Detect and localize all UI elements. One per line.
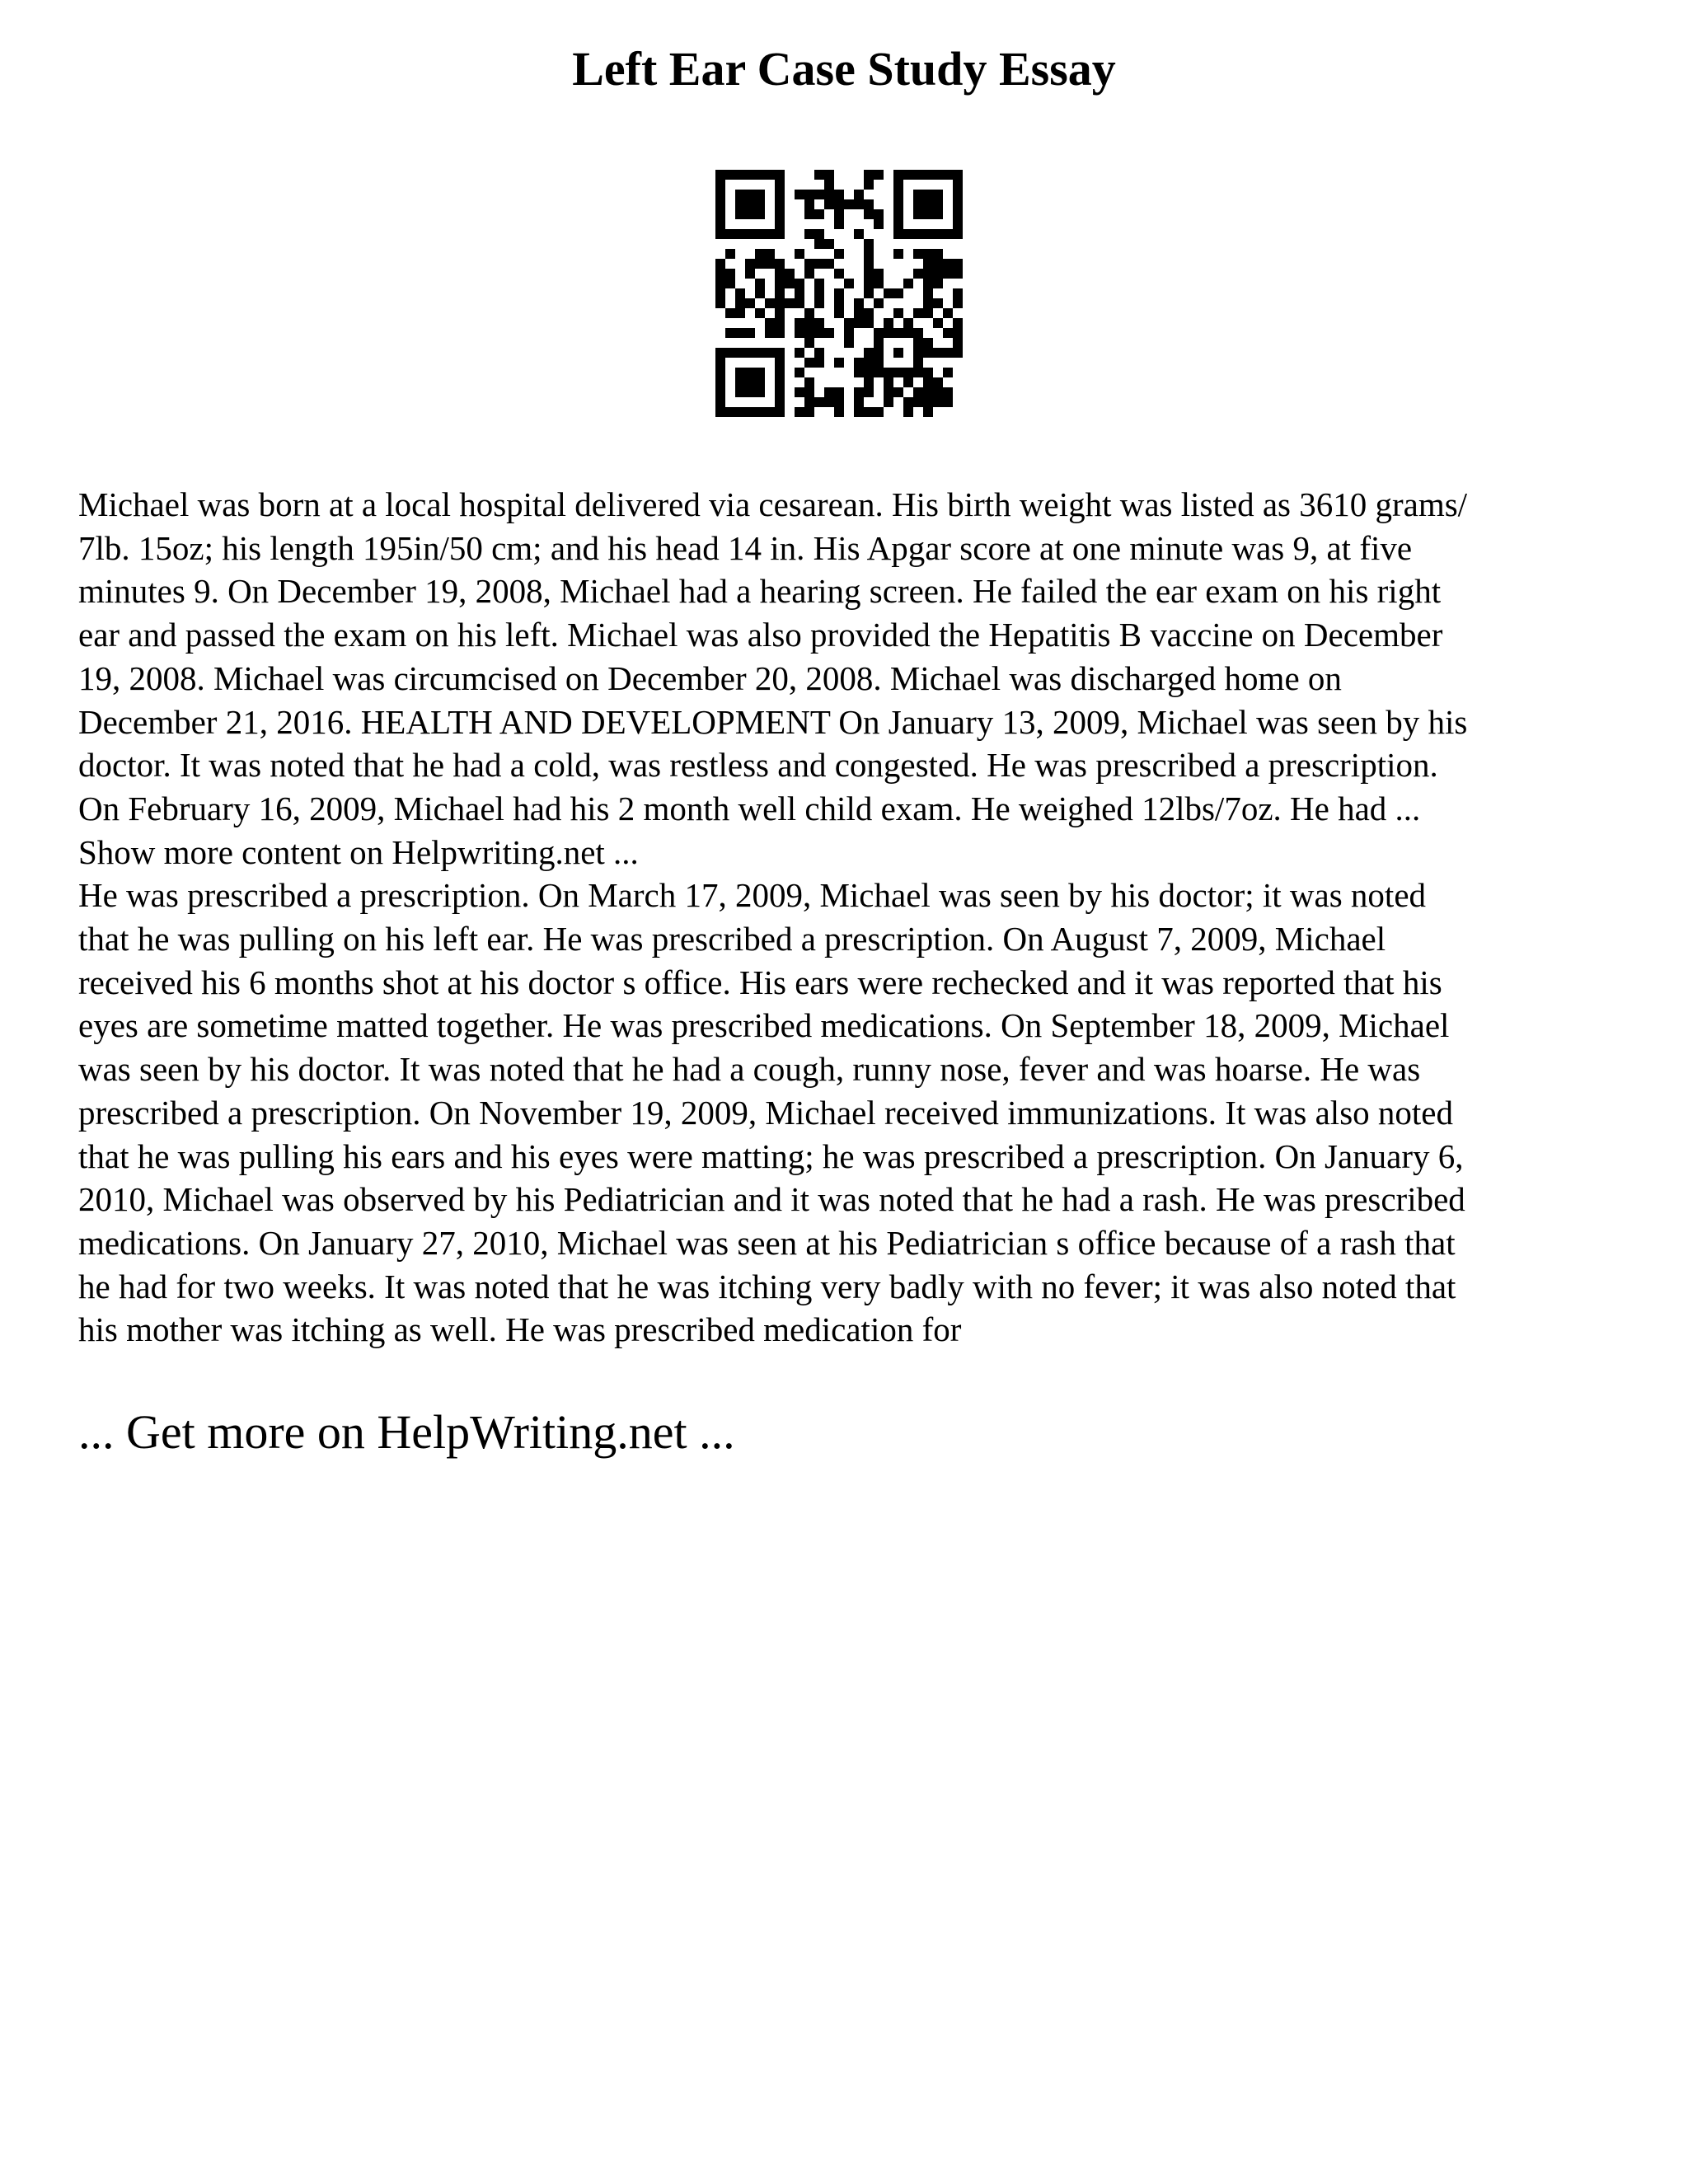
text-line: 2010, Michael was observed by his Pediatrician and it was noted that he had a rash. He was prescribed bbox=[78, 1180, 1465, 1219]
text-line: Michael was born at a local hospital delivered via cesarean. His birth weight was listed as 3610 grams/ bbox=[78, 485, 1468, 523]
essay-body bbox=[78, 483, 1628, 1352]
document-title: Left Ear Case Study Essay bbox=[572, 42, 1116, 96]
qr-code-icon bbox=[715, 170, 963, 417]
text-line: that he was pulling on his left ear. He was prescribed a prescription. On August 7, 2009, Michael bbox=[78, 920, 1386, 958]
text-line: that he was pulling his ears and his eyes were matting; he was prescribed a prescription. On January 6, bbox=[78, 1137, 1464, 1175]
paragraph-2 bbox=[78, 874, 1628, 1352]
qr-code-svg bbox=[715, 170, 963, 417]
text-line: received his 6 months shot at his doctor s office. His ears were rechecked and it was reported that his bbox=[78, 963, 1442, 1001]
text-line: On February 16, 2009, Michael had his 2 month well child exam. He weighed 12lbs/7oz. He had ... bbox=[78, 789, 1421, 827]
text-line: 19, 2008. Michael was circumcised on December 20, 2008. Michael was discharged home on bbox=[78, 658, 1342, 697]
text-line: minutes 9. On December 19, 2008, Michael had a hearing screen. He failed the ear exam on his right bbox=[78, 572, 1442, 611]
paragraph-1 bbox=[78, 483, 1628, 874]
show-more-link[interactable]: Show more content on Helpwriting.net ... bbox=[78, 832, 639, 871]
text-line: 7lb. 15oz; his length 195in/50 cm; and his head 14 in. His Apgar score at one minute was 9, at five bbox=[78, 528, 1413, 567]
text-line: doctor. It was noted that he had a cold, was restless and congested. He was prescribed a prescription. bbox=[78, 746, 1438, 785]
text-line: was seen by his doctor. It was noted that he had a cough, runny nose, fever and was hoarse. He was bbox=[78, 1050, 1421, 1089]
get-more-link[interactable]: ... Get more on HelpWriting.net ... bbox=[78, 1405, 735, 1459]
text-line: ear and passed the exam on his left. Michael was also provided the Hepatitis B vaccine on December bbox=[78, 616, 1443, 654]
text-line: he had for two weeks. It was noted that he was itching very badly with no fever; it was also noted that bbox=[78, 1267, 1456, 1305]
text-line: December 21, 2016. HEALTH AND DEVELOPMENT On January 13, 2009, Michael was seen by his bbox=[78, 702, 1468, 741]
text-line: He was prescribed a prescription. On March 17, 2009, Michael was seen by his doctor; it was noted bbox=[78, 876, 1427, 915]
text-line: his mother was itching as well. He was prescribed medication for bbox=[78, 1310, 962, 1349]
text-line: medications. On January 27, 2010, Michael was seen at his Pediatrician s office because of a rash that bbox=[78, 1223, 1456, 1262]
text-line: prescribed a prescription. On November 19, 2009, Michael received immunizations. It was also noted bbox=[78, 1093, 1453, 1132]
text-line: eyes are sometime matted together. He was prescribed medications. On September 18, 2009, Michael bbox=[78, 1006, 1450, 1045]
